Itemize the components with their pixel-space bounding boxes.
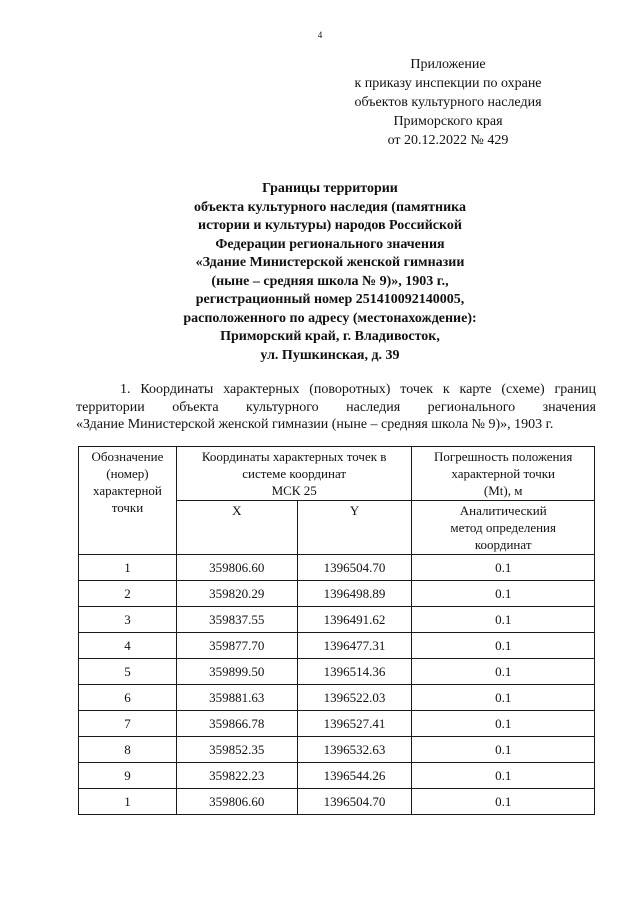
appendix-line: Приморского края: [393, 114, 503, 129]
point-number-cell: 4: [79, 633, 177, 659]
table-row: [79, 711, 595, 737]
x-cell: 359820.29: [176, 581, 297, 607]
method-header: Аналитический метод определения координат: [412, 501, 595, 555]
y-cell: 1396527.41: [297, 711, 412, 737]
x-header: X: [176, 501, 297, 555]
accuracy-cell: 0.1: [412, 737, 595, 763]
accuracy-cell: 0.1: [412, 711, 595, 737]
title-line: Федерации регионального значения: [215, 236, 445, 252]
accuracy-cell: 0.1: [412, 607, 595, 633]
point-number-cell: 2: [79, 581, 177, 607]
table-row: [79, 789, 595, 815]
title-line: ул. Пушкинская, д. 39: [260, 347, 400, 363]
appendix-line: объектов культурного наследия: [354, 95, 542, 110]
y-header: Y: [297, 501, 412, 555]
table-header-row: [79, 447, 595, 501]
paragraph-line: «Здание Министерской женской гимназии (ныне – средняя школа № 9)», 1903 г.: [76, 417, 554, 432]
x-cell: 359899.50: [176, 659, 297, 685]
point-number-header: Обозначение (номер) характерной точки: [79, 447, 177, 555]
table-row: [79, 685, 595, 711]
point-number-cell: 1: [79, 789, 177, 815]
appendix-line: Приложение: [410, 57, 486, 72]
y-cell: 1396504.70: [297, 555, 412, 581]
y-cell: 1396514.36: [297, 659, 412, 685]
x-cell: 359852.35: [176, 737, 297, 763]
x-cell: 359877.70: [176, 633, 297, 659]
appendix-line: от 20.12.2022 № 429: [387, 133, 509, 148]
point-number-cell: 1: [79, 555, 177, 581]
accuracy-cell: 0.1: [412, 763, 595, 789]
point-number-cell: 7: [79, 711, 177, 737]
title-line: (ныне – средняя школа № 9)», 1903 г.,: [211, 273, 449, 289]
table-row: [79, 633, 595, 659]
x-cell: 359806.60: [176, 789, 297, 815]
y-cell: 1396504.70: [297, 789, 412, 815]
point-number-cell: 5: [79, 659, 177, 685]
x-cell: 359822.23: [176, 763, 297, 789]
body-paragraph: [76, 381, 596, 434]
paragraph-line: территории объекта культурного наследия регионального значения: [76, 399, 596, 415]
table-row: [79, 763, 595, 789]
accuracy-cell: 0.1: [412, 659, 595, 685]
y-cell: 1396498.89: [297, 581, 412, 607]
point-number-cell: 6: [79, 685, 177, 711]
coordinates-header: Координаты характерных точек в системе координат МСК 25: [176, 447, 412, 501]
x-cell: 359837.55: [176, 607, 297, 633]
accuracy-cell: 0.1: [412, 633, 595, 659]
title-line: расположенного по адресу (местонахождение):: [183, 310, 477, 326]
accuracy-cell: 0.1: [412, 555, 595, 581]
x-cell: 359806.60: [176, 555, 297, 581]
appendix-line: к приказу инспекции по охране: [354, 76, 542, 91]
accuracy-header: Погрешность положения характерной точки (Mt), м: [412, 447, 595, 501]
point-number-cell: 9: [79, 763, 177, 789]
y-cell: 1396522.03: [297, 685, 412, 711]
y-cell: 1396491.62: [297, 607, 412, 633]
title-line: Границы территории: [262, 181, 398, 196]
x-cell: 359881.63: [176, 685, 297, 711]
x-cell: 359866.78: [176, 711, 297, 737]
title-line: истории и культуры) народов Российской: [198, 218, 462, 233]
y-cell: 1396477.31: [297, 633, 412, 659]
table-row: [79, 659, 595, 685]
accuracy-cell: 0.1: [412, 581, 595, 607]
title-line: объекта культурного наследия (памятника: [193, 199, 467, 215]
table-row: [79, 555, 595, 581]
y-cell: 1396532.63: [297, 737, 412, 763]
title-line: регистрационный номер 251410092140005,: [195, 292, 465, 307]
page-number: 4: [317, 30, 323, 40]
title-line: Приморский край, г. Владивосток,: [220, 329, 440, 344]
accuracy-cell: 0.1: [412, 685, 595, 711]
y-cell: 1396544.26: [297, 763, 412, 789]
appendix-block: [330, 55, 566, 150]
table-row: [79, 737, 595, 763]
table-row: [79, 581, 595, 607]
paragraph-line: 1. Координаты характерных (поворотных) точек к карте (схеме) границ: [120, 382, 596, 397]
point-number-cell: 3: [79, 607, 177, 633]
coordinates-table: [78, 446, 595, 815]
point-number-cell: 8: [79, 737, 177, 763]
document-title: [140, 180, 520, 365]
title-line: «Здание Министерской женской гимназии: [195, 255, 465, 270]
table-row: [79, 607, 595, 633]
accuracy-cell: 0.1: [412, 789, 595, 815]
